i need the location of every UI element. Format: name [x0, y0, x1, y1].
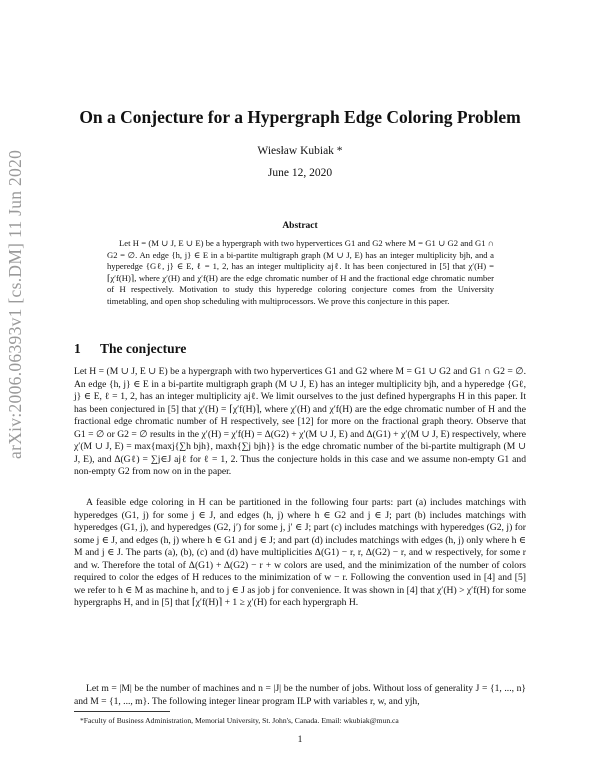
paragraph: Let m = |M| be the number of machines and n = |J| be the number of jobs. Without loss of generality J = {1, ..., n} and M = {1, ..., m}. The following integer linear program ILP with variables r, w, and yjh, [74, 683, 526, 707]
paper-date: June 12, 2020 [267, 167, 333, 179]
arxiv-stamp: arXiv:2006.06393v1 [cs.DM] 11 Jun 2020 [5, 149, 25, 459]
footnote: *Faculty of Business Administration, Memorial University, St. John's, Canada. Email: wkubiak@mun.ca [80, 716, 399, 725]
footnote-rule [74, 711, 170, 712]
author-name: Wiesław Kubiak * [257, 145, 343, 157]
abstract-heading: Abstract [282, 221, 318, 231]
section-heading [74, 341, 186, 357]
paragraph: A feasible edge coloring in H can be partitioned in the following four parts: part (a) includes matchings with hyperedges (G1, j) for some j ∈ J, and edges (h, j) where h ∈ G2 and j ∈ J; part (b) includes matchings with hyperedges (G1, j), and hyperedges (G2, j′) for some j, j′ ∈ J; part (c) includes matchings with hyperedges (G2, j) for some j ∈ J, and edges (h, j) where h ∈ G1 and j ∈ J; and part (d) includes matchings with edges (h, j) only where h ∈ M and j ∈ J. The parts (a), (b), (c) and (d) have multiplicities Δ(G1) − r, r, Δ(G2) − r, and w respectively, for some r and w. Therefore the total of Δ(G1) + Δ(G2) − r + w colors are used, and the minimization of the number of colors required to color the edges of H reduces to the minimization of w − r. Following the convention used in [4] and [5] we refer to h ∈ M as machine h, and to j ∈ J as job j for convenience. It was shown in [4] that χ′(H) > χ′f(H) for some hypergraphs H, and in [5] that ⌈χ′f(H)⌉ + 1 ≥ χ′(H) for each hypergraph H. [74, 497, 526, 608]
paragraph: Let H = (M ∪ J, E ∪ E) be a hypergraph with two hypervertices G1 and G2 where M = G1 ∪ G2 and G1 ∩ G2 = ∅. An edge {h, j} ∈ E in a bi-partite multigraph graph (M ∪ J, E) has an integer multiplicity bjh, and a hyperedge {Gℓ, j} ∈ E, ℓ = 1, 2, has an integer multiplicity ajℓ. We limit ourselves to the just defined hypergraphs H in this paper. It has been conjectured in [5] that χ′(H) = ⌈χ′f(H)⌉, where χ′(H) and χ′f(H) are the edge chromatic number of H and the fractional edge chromatic number of H respectively, see [12] for more on the fractional graph theory. Observe that G1 = ∅ or G2 = ∅ results in the χ′(H) = χ′f(H) = Δ(G2) + χ′(M ∪ J, E) and Δ(G1) + χ′(M ∪ J, E) respectively, where χ′(M ∪ J, E) = max{maxj{∑h bjh}, maxh{∑j bjh}} is the edge chromatic number of the bi-partite multigraph (M ∪ J, E), and Δ(Gℓ) = ∑j∈J ajℓ for ℓ = 1, 2. Thus the conjecture holds in this case and we assume non-empty G1 and non-empty G2 from now on in the paper. [74, 366, 526, 477]
paper-title: On a Conjecture for a Hypergraph Edge Coloring Problem [79, 107, 521, 127]
abstract-text: Let H = (M ∪ J, E ∪ E) be a hypergraph with two hypervertices G1 and G2 where M = G1 ∪ G2 and G1 ∩ G2 = ∅. An edge {h, j} ∈ E in a bi-partite multigraph graph (M ∪ J, E) has an integer multiplicity bjh, and a hyperedge {Gℓ, j} ∈ E, ℓ = 1, 2, has an integer multiplicity ajℓ. It has been conjectured in [5] that χ′(H) = ⌈χ′f(H)⌉, where χ′(H) and χ′f(H) are the edge chromatic number of H and the fractional edge chromatic number of H respectively. Motivation to study this hyperedge coloring conjecture comes from the University timetabling, and open shop scheduling with multiprocessors. We prove this conjecture in this paper. [107, 238, 494, 306]
section-number: 1 [74, 341, 81, 356]
page-number: 1 [297, 734, 303, 745]
section-title: The conjecture [100, 341, 187, 356]
